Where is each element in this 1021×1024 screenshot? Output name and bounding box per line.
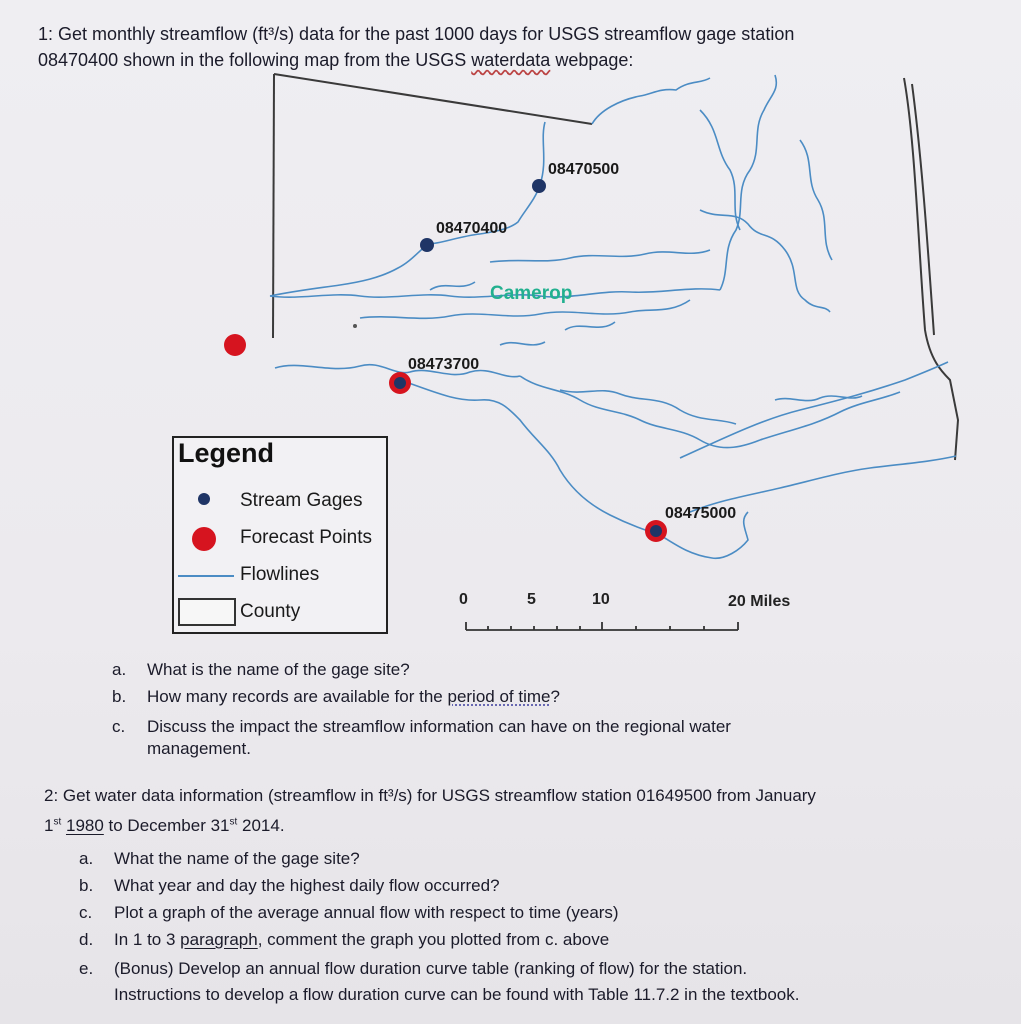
q2-line2: 1st 1980 to December 31st 2014. xyxy=(44,815,285,835)
stream-gage-08470400 xyxy=(420,238,434,252)
paragraph-link: paragraph xyxy=(180,930,258,949)
scale-bar xyxy=(466,622,738,630)
document-page: 1: Get monthly streamflow (ft³/s) data for the past 1000 days for USGS streamflow gage station 08470400 shown in the following map from the USGS waterdata webpage: 08470500 08470400 08473700 08475000 Camerop 0 5 10 20 Miles Legend Stream Gages Forecast Points Flowlines County a. What is the name of the gage site? b. How many records are available for the period of time? c. Discuss the impact the streamflow information can have on the regional water management. 2: Get water data information (streamflow in ft³/s) for USGS streamflow station 01649500 from January 1st 1980 to December 31st 2014. a. What the name of the gage site? b. What year and day the highest daily flow occurred? c. Plot a graph of the average annual flow with respect to time (years) d. In 1 to 3 paragraph, comment the graph you plotted from c. above e. (Bonus) Develop an annual flow duration curve table (ranking of flow) for the station. Instructions to develop a flow duration curve can be found with Table 11.7.2 in the textbook. xyxy=(0,0,1021,1024)
map-legend xyxy=(172,436,388,634)
scale-tick-0: 0 xyxy=(459,591,468,608)
q1-line1: 1: Get monthly streamflow (ft³/s) data for the past 1000 days for USGS streamflow gage station xyxy=(38,24,795,44)
station-label-08470400: 08470400 xyxy=(436,220,508,237)
forecast-point-icon xyxy=(192,527,216,551)
stream-gage-08473700 xyxy=(394,377,406,389)
scale-tick-5: 5 xyxy=(527,591,536,608)
scale-tick-10: 10 xyxy=(592,591,610,608)
stream-gage-08470500 xyxy=(532,179,546,193)
q1-line2: 08470400 shown in the following map from the USGS waterdata webpage: xyxy=(38,50,634,70)
scale-tick-20-miles: 20 Miles xyxy=(728,593,791,610)
stream-gage-08475000 xyxy=(650,525,662,537)
question-2 xyxy=(44,783,944,839)
legend-title: Legend xyxy=(178,438,275,468)
station-label-08470500: 08470500 xyxy=(548,161,620,178)
forecast-point-west xyxy=(224,334,246,356)
legend-stream-gages: Stream Gages xyxy=(240,490,363,511)
legend-forecast-points: Forecast Points xyxy=(240,527,372,548)
q2-line1: 2: Get water data information (streamflow in ft³/s) for USGS streamflow station 01649500 from January xyxy=(44,786,816,805)
county-icon xyxy=(178,598,236,626)
city-marker xyxy=(353,324,357,328)
station-label-08473700: 08473700 xyxy=(408,356,480,373)
legend-county: County xyxy=(240,601,301,622)
legend-flowlines: Flowlines xyxy=(240,564,320,585)
stream-gage-icon xyxy=(198,493,210,505)
waterdata-link: waterdata xyxy=(471,50,551,70)
county-boundary xyxy=(273,74,958,460)
station-label-08475000: 08475000 xyxy=(665,505,737,522)
period-of-time-link: period of time xyxy=(447,687,551,706)
city-label: Camerop xyxy=(490,283,573,304)
streamflow-map xyxy=(0,60,1021,650)
flowline-icon xyxy=(178,575,234,577)
